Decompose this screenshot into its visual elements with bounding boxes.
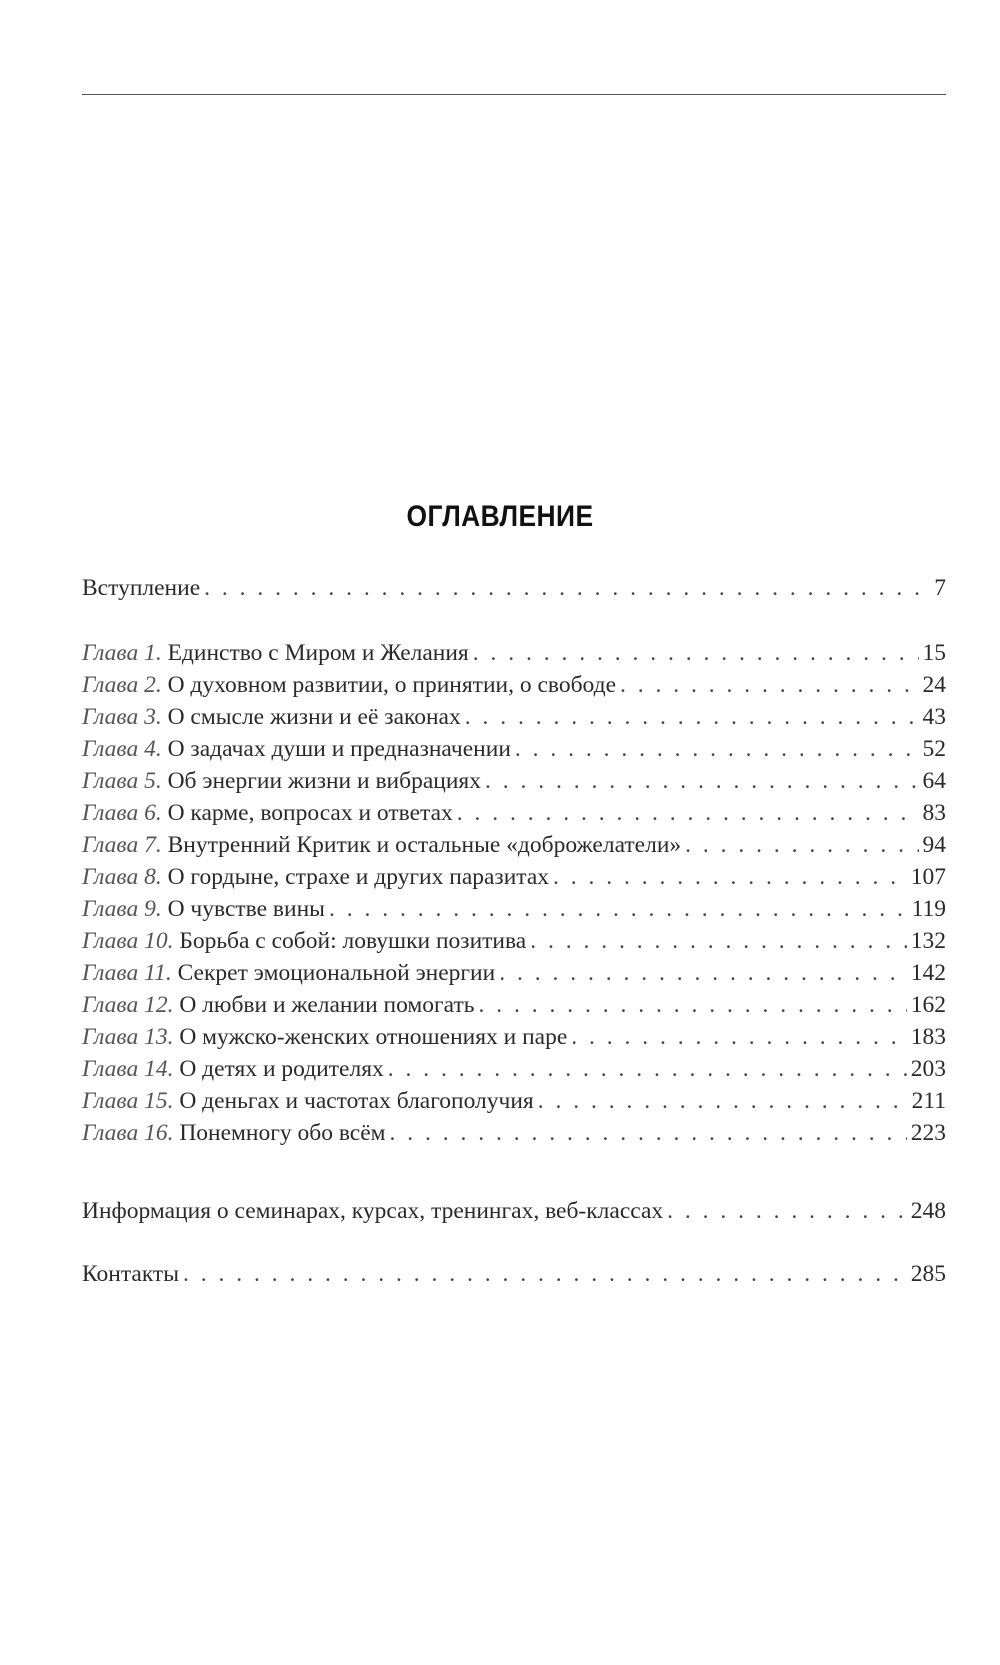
chapter-prefix: Глава	[82, 896, 139, 922]
chapter-prefix: Глава	[82, 1024, 139, 1050]
dot-leader	[620, 669, 918, 701]
toc-entry-chapter[interactable]	[82, 733, 946, 765]
chapter-num: 4.	[144, 736, 162, 762]
toc-entry-label: Контакты	[82, 1261, 179, 1287]
chapter-title: О деньгах и частотах благополучия	[179, 1088, 534, 1114]
chapter-num: 14.	[144, 1056, 174, 1082]
toc-entry-page: 223	[910, 1120, 946, 1146]
chapter-number	[82, 832, 162, 858]
toc-contacts	[82, 1258, 946, 1290]
chapter-number	[82, 896, 162, 922]
chapter-number	[82, 1088, 173, 1114]
toc-entry-page: 132	[910, 928, 946, 954]
page-title: ОГЛАВЛЕНИЕ	[406, 500, 594, 533]
chapter-number	[82, 928, 173, 954]
chapter-num: 6.	[144, 800, 162, 826]
chapter-num: 12.	[144, 992, 174, 1018]
dot-leader	[515, 733, 919, 765]
toc-entry-chapter[interactable]	[82, 957, 946, 989]
toc-entry-page: 107	[910, 864, 946, 890]
chapter-number	[82, 768, 162, 794]
toc-entry-label	[82, 765, 481, 797]
toc-entry-label	[82, 1053, 384, 1085]
toc-entry-label	[82, 701, 461, 733]
toc-entry-label	[82, 1085, 534, 1117]
chapter-num: 2.	[144, 672, 162, 698]
chapter-number	[82, 736, 162, 762]
toc-entry-chapter[interactable]	[82, 1053, 946, 1085]
chapter-title: Единство с Миром и Желания	[167, 640, 469, 666]
toc-entry-label	[82, 829, 681, 861]
toc-entry-page: 203	[910, 1056, 946, 1082]
toc-entry-label	[82, 1117, 386, 1149]
chapter-prefix: Глава	[82, 1056, 139, 1082]
chapter-prefix: Глава	[82, 928, 139, 954]
toc-entry-label: Вступление	[82, 575, 201, 601]
chapter-prefix: Глава	[82, 672, 139, 698]
chapter-number	[82, 1056, 173, 1082]
chapter-prefix: Глава	[82, 768, 139, 794]
chapter-num: 9.	[144, 896, 162, 922]
chapter-prefix: Глава	[82, 864, 139, 890]
dot-leader	[553, 861, 907, 893]
toc-entry-page: 248	[910, 1198, 946, 1224]
chapter-num: 10.	[144, 928, 174, 954]
toc-entry-label: Информация о семинарах, курсах, тренингах, веб-классах	[82, 1198, 664, 1224]
chapter-number	[82, 640, 162, 666]
chapter-number	[82, 672, 162, 698]
chapter-prefix: Глава	[82, 800, 139, 826]
dot-leader	[473, 637, 919, 669]
toc-entry-page: 285	[910, 1261, 946, 1287]
toc-entry-chapter[interactable]	[82, 1021, 946, 1053]
toc-entry-chapter[interactable]	[82, 893, 946, 925]
dot-leader	[478, 989, 906, 1021]
chapter-prefix: Глава	[82, 640, 139, 666]
chapter-number	[82, 1120, 173, 1146]
chapter-number	[82, 704, 162, 730]
toc-entry-chapter[interactable]	[82, 1085, 946, 1117]
dot-leader	[499, 957, 907, 989]
toc-entry-label	[82, 893, 325, 925]
toc-entry-page: 24	[922, 672, 946, 698]
toc-entry-page: 119	[911, 896, 946, 922]
chapter-title: Об энергии жизни и вибрациях	[167, 768, 481, 794]
toc-entry-label	[82, 637, 469, 669]
toc-entry-info[interactable]	[82, 1195, 946, 1227]
chapter-title: О чувстве вины	[167, 896, 325, 922]
dot-leader	[183, 1258, 907, 1290]
toc-entry-page: 162	[910, 992, 946, 1018]
chapter-number	[82, 992, 173, 1018]
toc-entry-intro[interactable]	[82, 572, 946, 604]
toc-entry-label	[82, 925, 526, 957]
dot-leader	[538, 1085, 908, 1117]
toc-entry-chapter[interactable]	[82, 989, 946, 1021]
toc-entry-page: 183	[910, 1024, 946, 1050]
dot-leader	[457, 797, 919, 829]
toc-entry-page: 211	[911, 1088, 946, 1114]
dot-leader	[485, 765, 919, 797]
dot-leader	[685, 829, 918, 861]
chapter-title: О задачах души и предназначении	[167, 736, 511, 762]
chapter-num: 5.	[144, 768, 162, 794]
dot-leader	[390, 1117, 907, 1149]
chapter-number	[82, 864, 162, 890]
chapter-num: 7.	[144, 832, 162, 858]
toc-entry-page: 83	[922, 800, 946, 826]
toc-entry-contacts[interactable]	[82, 1258, 946, 1290]
toc-entry-label	[82, 989, 474, 1021]
toc-entry-label	[82, 669, 616, 701]
chapter-title: Секрет эмоциональной энергии	[177, 960, 496, 986]
chapter-num: 1.	[144, 640, 162, 666]
toc-entry-chapter[interactable]	[82, 701, 946, 733]
chapter-num: 11.	[144, 960, 172, 986]
toc-entry-label	[82, 797, 453, 829]
chapter-title: Внутренний Критик и остальные «доброжелатели»	[167, 832, 682, 858]
chapter-prefix: Глава	[82, 1120, 139, 1146]
dot-leader	[204, 572, 930, 604]
toc-entry-label	[82, 733, 511, 765]
toc-info	[82, 1195, 946, 1227]
chapter-number	[82, 800, 162, 826]
toc-entry-label	[82, 957, 495, 989]
toc-entry-page: 52	[922, 736, 946, 762]
toc-entry-page: 64	[922, 768, 946, 794]
toc-entry-chapter[interactable]	[82, 669, 946, 701]
toc-entry-chapter[interactable]	[82, 1117, 946, 1149]
chapter-num: 13.	[144, 1024, 174, 1050]
toc-entry-page: 15	[922, 640, 946, 666]
dot-leader	[465, 701, 919, 733]
dot-leader	[530, 925, 907, 957]
toc-intro	[82, 572, 946, 604]
dot-leader	[667, 1195, 907, 1227]
chapter-title: О карме, вопросах и ответах	[167, 800, 453, 826]
chapter-title: О детях и родителях	[179, 1056, 384, 1082]
chapter-prefix: Глава	[82, 1088, 139, 1114]
chapter-title: Понемногу обо всём	[179, 1120, 386, 1146]
chapter-title: О гордыне, страхе и других паразитах	[167, 864, 550, 890]
chapter-title: Борьба с собой: ловушки позитива	[179, 928, 527, 954]
toc-entry-chapter[interactable]	[82, 861, 946, 893]
chapter-prefix: Глава	[82, 704, 139, 730]
chapter-title: О любви и желании помогать	[179, 992, 475, 1018]
toc-entry-chapter[interactable]	[82, 637, 946, 669]
chapter-num: 3.	[144, 704, 162, 730]
toc-entry-label	[82, 861, 549, 893]
toc-entry-label	[82, 1021, 567, 1053]
chapter-prefix: Глава	[82, 736, 139, 762]
dot-leader	[329, 893, 908, 925]
toc-entry-chapter[interactable]	[82, 829, 946, 861]
chapter-num: 8.	[144, 864, 162, 890]
chapter-prefix: Глава	[82, 992, 139, 1018]
toc-entry-chapter[interactable]	[82, 765, 946, 797]
chapter-number	[82, 960, 172, 986]
toc-entry-page: 94	[922, 832, 946, 858]
toc-entry-page: 7	[934, 575, 946, 601]
toc-entry-chapter[interactable]	[82, 797, 946, 829]
toc-entry-chapter[interactable]	[82, 925, 946, 957]
dot-leader	[388, 1053, 907, 1085]
chapter-title: О духовном развитии, о принятии, о свободе	[167, 672, 617, 698]
chapter-title: О мужско-женских отношениях и паре	[179, 1024, 568, 1050]
chapter-prefix: Глава	[82, 960, 139, 986]
chapter-title: О смысле жизни и её законах	[167, 704, 461, 730]
toc-entry-page: 43	[922, 704, 946, 730]
header-rule	[82, 94, 946, 95]
dot-leader	[571, 1021, 906, 1053]
chapter-prefix: Глава	[82, 832, 139, 858]
chapter-num: 15.	[144, 1088, 174, 1114]
chapter-number	[82, 1024, 173, 1050]
chapter-num: 16.	[144, 1120, 174, 1146]
toc-entry-page: 142	[910, 960, 946, 986]
toc-chapters	[82, 637, 946, 1149]
